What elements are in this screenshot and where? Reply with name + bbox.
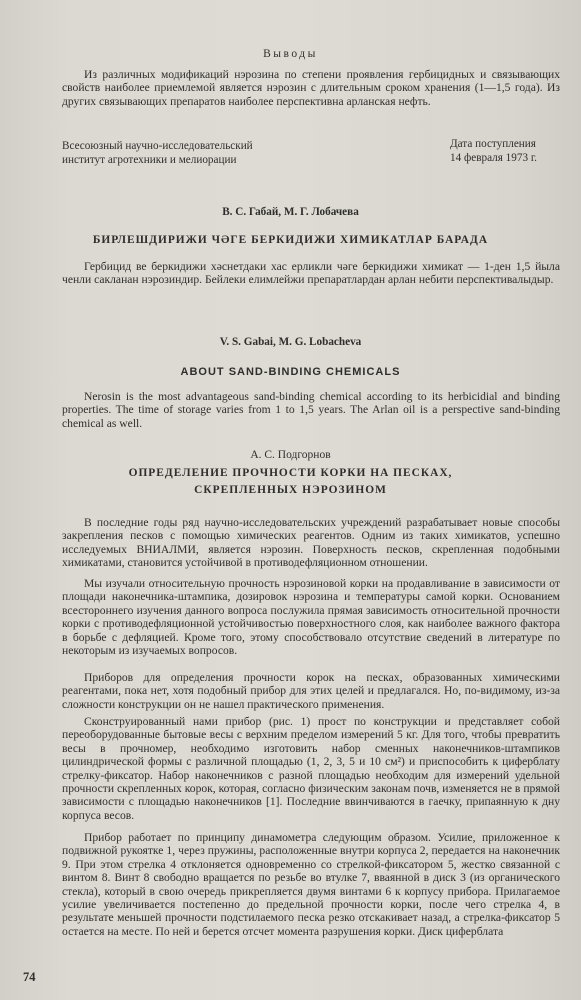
english-authors: V. S. Gabai, M. G. Lobacheva xyxy=(219,336,362,348)
english-title: ABOUT SAND-BINDING CHEMICALS xyxy=(180,366,401,378)
conclusions-heading: Выводы xyxy=(263,48,318,60)
azeri-text: Гербицид ве беркидижи хәснетдаки хас ерликли чәге беркидижи химикат — 1-ден 1,5 йыла ченли сакланан нэрозиндир. Бейлеки елимлейжи препаратлардан арлан небити перспективалыдыр. xyxy=(62,260,560,287)
received-date: 14 февраля 1973 г. xyxy=(450,151,537,164)
affiliation-institute xyxy=(62,140,253,167)
article-paragraph-3: Приборов для определения прочности корок на песках, образованных химическими реагентами, пока нет, хотя подобный прибор для этих целей и предлагался. Но, по-видимому, из-за сложности конструкции он не нашел практического применения. xyxy=(62,671,560,711)
article-paragraph-4: Сконструированный нами прибор (рис. 1) прост по конструкции и представляет собой переоборудованные бытовые весы с верхним пределом измерений 5 кг. Для того, чтобы превратить весы в прочномер, необходимо изготовить набор сменных наконечников-штампиков цилиндрической формы с различной площадью (1, 2, 3, 5 и 10 см²) и приспособить к циферблату стрелку-фиксатор. Набор наконечников с разной площадью необходим для измерений удельной прочности скрепленных корок, которая, согласно физическим законам почв, изменяется не в прямой зависимости с площадью наконечников [1]. Последние ввинчиваются в гаечку, припаянную к дну корпуса весов. xyxy=(62,715,560,822)
azeri-title: БИРЛЕШДИРИЖИ ЧӘГЕ БЕРКИДИЖИ ХИМИКАТЛАР БАРАДА xyxy=(92,234,489,246)
institute-line-2: институт агротехники и мелиорации xyxy=(62,153,237,166)
page-number: 74 xyxy=(23,970,36,984)
article-author: А. С. Подгорнов xyxy=(250,449,331,461)
english-text: Nerosin is the most advantageous sand-binding chemical according to its herbicidial and binding properties. The time of storage varies from 1 to 1,5 years. The Arlan oil is a perspective sand-binding chemical as well. xyxy=(62,390,560,430)
article-paragraph-1: В последние годы ряд научно-исследовательских учреждений разрабатывает новые способы закрепления песков с помощью химических реагентов. Одним из таких химикатов, успешно исследуемых ВНИАЛМИ, является нэрозин. Поверхность песков, скрепленная подобными химикатами, становится устойчивой в противодефляционном отношении. xyxy=(62,516,560,570)
received-label: Дата поступления xyxy=(450,138,536,150)
institute-line-1: Всесоюзный научно-исследовательский xyxy=(62,140,253,152)
article-paragraph-5: Прибор работает по принципу динамометра следующим образом. Усилие, приложенное к подвижной рукоятке 1, через пружины, расположенные внутри корпуса 2, передается на наконечник 9. При этом стрелка 4 отклоняется одновременно со стрелкой-фиксатором 5, жестко связанной с винтом 8. Винт 8 свободно вращается по резьбе во втулке 7, вваянной в диск 3 (из органического стекла), который в свою очередь прикрепляется двумя винтами 6 к корпусу прибора. Прилагаемое усилие увеличивается постепенно до предельной прочности корки, после чего стрелка 4, в результате меньшей прочности подстилаемого песка резко отскакивает назад, а стрелка-фиксатор 5 остается на месте. По ней и берется отсчет момента разрушения корки. Диск циферблата xyxy=(62,831,560,938)
affiliation-received xyxy=(450,138,537,165)
conclusions-text: Из различных модификаций нэрозина по степени проявления гербицидных и связывающих свойств наиболее приемлемой является нэрозин с длительным сроком хранения (1—1,5 года). Из других связывающих препаратов наиболее перспективна арланская нефть. xyxy=(62,68,560,108)
article-paragraph-2: Мы изучали относительную прочность нэрозиновой корки на продавливание в зависимости от площади наконечника-штампика, дозировок нэрозина и температуры самой корки. Основанием всестороннего изучения данного вопроса послужила прямая зависимость относительной прочности корки с противодефляционной устойчивостью поверхностного слоя, как наиболее важного фактора в борьбе с дефляцией. Кроме того, этому способствовало отсутствие сведений в литературе по некоторым из изучаемых вопросов. xyxy=(62,577,560,658)
article-title-line-1: ОПРЕДЕЛЕНИЕ ПРОЧНОСТИ КОРКИ НА ПЕСКАХ, xyxy=(128,467,453,479)
azeri-authors: В. С. Габай, М. Г. Лобачева xyxy=(222,206,359,218)
article-title-line-2: СКРЕПЛЕННЫХ НЭРОЗИНОМ xyxy=(194,484,387,496)
